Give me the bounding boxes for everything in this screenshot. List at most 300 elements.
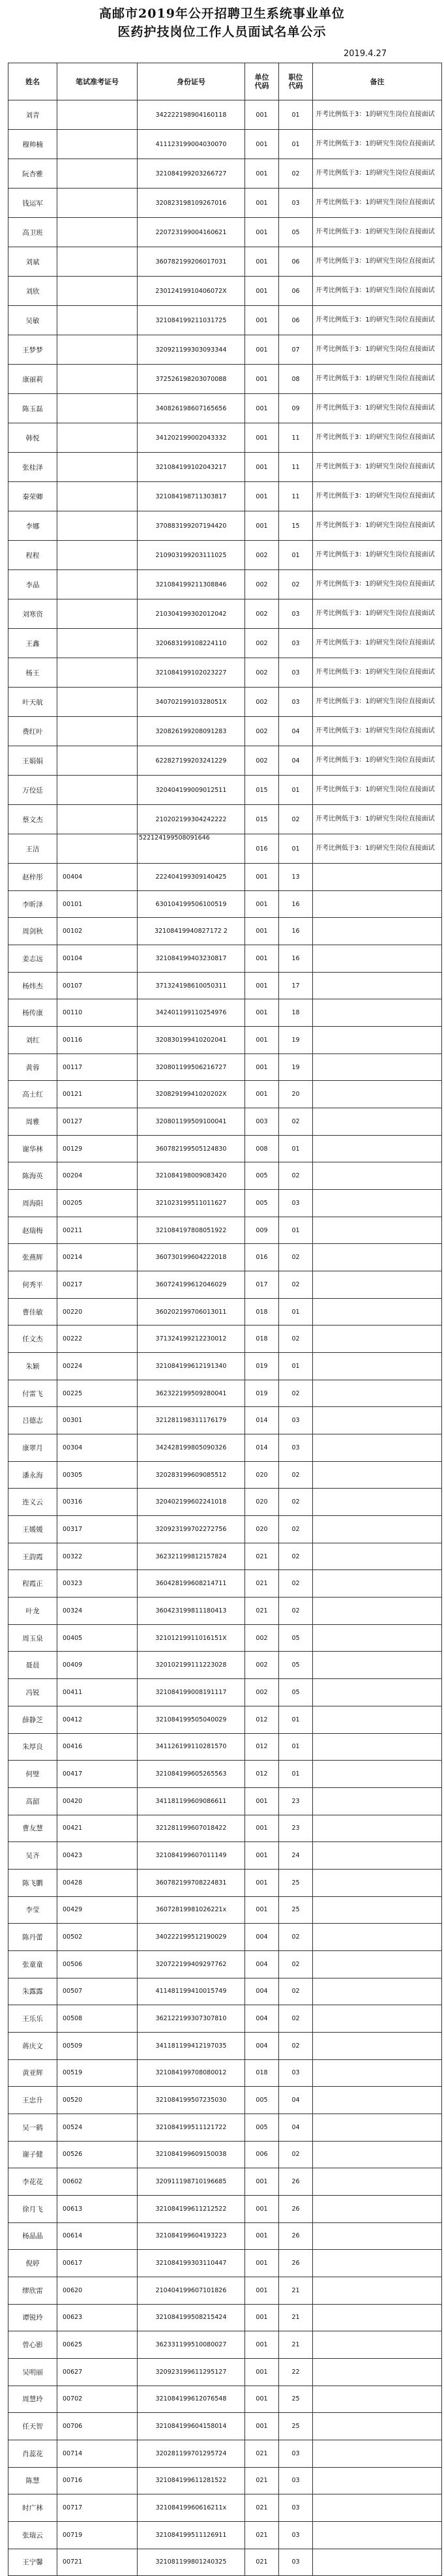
cell-pos-code: 21: [279, 2277, 313, 2304]
cell-name: 付雷飞: [8, 1380, 57, 1407]
cell-exam-no: 00717: [57, 2494, 138, 2522]
cell-id-no: 210304199302012042: [138, 599, 245, 629]
cell-name: 杨传康: [8, 999, 57, 1027]
cell-id-no: 321084197808051922: [138, 1217, 245, 1244]
cell-unit-code: 001: [245, 189, 279, 218]
cell-id-no: 23012419910406072X: [138, 277, 245, 306]
cell-exam-no: 00217: [57, 1271, 138, 1299]
table-row: [8, 423, 442, 453]
cell-pos-code: 03: [279, 2494, 313, 2522]
cell-name: 杨炜杰: [8, 972, 57, 999]
table-row: [8, 658, 442, 688]
cell-pos-code: 17: [279, 972, 313, 999]
cell-pos-code: 11: [279, 453, 313, 482]
col-header-exam-no: 笔试准考证号: [57, 63, 138, 100]
cell-note: [313, 918, 442, 945]
cell-pos-code: 04: [279, 717, 313, 746]
cell-exam-no: 00620: [57, 2277, 138, 2304]
cell-unit-code: 019: [245, 1353, 279, 1380]
cell-exam-no: 00617: [57, 2250, 138, 2277]
table-row: [8, 2494, 442, 2522]
cell-name: 李娜: [8, 511, 57, 541]
cell-pos-code: 02: [279, 1162, 313, 1190]
cell-note: [313, 2059, 442, 2087]
cell-name: 时广林: [8, 2494, 57, 2522]
table-row: [8, 100, 442, 130]
cell-name: 李晶: [8, 570, 57, 599]
cell-unit-code: 014: [245, 1434, 279, 1462]
table-row: [8, 834, 442, 864]
cell-exam-no: 00301: [57, 1407, 138, 1434]
cell-pos-code: 02: [279, 1461, 313, 1489]
cell-unit-code: 002: [245, 688, 279, 717]
cell-exam-no: [57, 394, 138, 423]
cell-id-no: 210202199304242222: [138, 805, 245, 834]
cell-unit-code: 004: [245, 2032, 279, 2059]
cell-note: 开考比例低于3：1的研究生岗位直接面试: [313, 629, 442, 658]
cell-note: [313, 2114, 442, 2141]
cell-exam-no: 00129: [57, 1135, 138, 1162]
cell-note: 开考比例低于3：1的研究生岗位直接面试: [313, 776, 442, 805]
cell-exam-no: [57, 746, 138, 776]
cell-note: [313, 1298, 442, 1326]
cell-id-no: 32108419960616211x: [138, 2494, 245, 2522]
cell-unit-code: 003: [245, 1108, 279, 1136]
cell-note: 开考比例低于3：1的研究生岗位直接面试: [313, 599, 442, 629]
cell-unit-code: 005: [245, 1190, 279, 1217]
cell-id-no: 321084199507235030: [138, 2087, 245, 2114]
cell-unit-code: 001: [245, 159, 279, 189]
table-row: [8, 2386, 442, 2413]
cell-note: 开考比例低于3：1的研究生岗位直接面试: [313, 277, 442, 306]
table-row: [8, 1869, 442, 1896]
table-row: [8, 890, 442, 918]
cell-note: [313, 1570, 442, 1598]
table-row: [8, 482, 442, 511]
cell-pos-code: 02: [279, 570, 313, 599]
table-row: [8, 2059, 442, 2087]
cell-exam-no: 00411: [57, 1679, 138, 1706]
table-row: [8, 1461, 442, 1489]
cell-exam-no: 00423: [57, 1842, 138, 1870]
table-row: [8, 1598, 442, 1625]
cell-pos-code: 09: [279, 394, 313, 423]
cell-pos-code: 02: [279, 1489, 313, 1516]
cell-pos-code: 02: [279, 805, 313, 834]
table-row: [8, 1053, 442, 1081]
cell-pos-code: 01: [279, 1733, 313, 1761]
table-row: [8, 2141, 442, 2168]
cell-unit-code: 001: [245, 2168, 279, 2196]
table-row: [8, 805, 442, 834]
cell-unit-code: 002: [245, 570, 279, 599]
cell-name: 任天智: [8, 2413, 57, 2440]
cell-name: 刘斌: [8, 247, 57, 277]
table-row: [8, 1896, 442, 1924]
col-header-id-no: 身份证号: [138, 63, 245, 100]
cell-unit-code: 001: [245, 130, 279, 159]
cell-unit-code: 008: [245, 1135, 279, 1162]
cell-exam-no: [57, 541, 138, 570]
cell-id-no: 32101219911016151X: [138, 1624, 245, 1652]
cell-name: 周海阳: [8, 1190, 57, 1217]
cell-name: 刘欣: [8, 277, 57, 306]
cell-unit-code: 021: [245, 1598, 279, 1625]
cell-exam-no: [57, 629, 138, 658]
table-row: [8, 1978, 442, 2005]
cell-pos-code: 22: [279, 2358, 313, 2386]
cell-name: 吴敏: [8, 306, 57, 335]
cell-unit-code: 001: [245, 2331, 279, 2359]
cell-unit-code: 016: [245, 1244, 279, 1271]
table-row: [8, 2521, 442, 2549]
table-row: [8, 1326, 442, 1353]
page-title-line2: 医药护技岗位工作人员面试名单公示: [117, 25, 327, 39]
cell-name: 聂晨: [8, 1652, 57, 1679]
table-row: [8, 2331, 442, 2359]
cell-note: [313, 2386, 442, 2413]
cell-note: [313, 1190, 442, 1217]
cell-unit-code: 021: [245, 2467, 279, 2494]
table-row: [8, 2005, 442, 2033]
cell-name: 张燕辉: [8, 1244, 57, 1271]
cell-unit-code: 006: [245, 2141, 279, 2168]
cell-unit-code: 001: [245, 2250, 279, 2277]
cell-name: 吴明丽: [8, 2358, 57, 2386]
cell-name: 李莹: [8, 1896, 57, 1924]
cell-note: [313, 864, 442, 891]
table-row: [8, 2304, 442, 2331]
cell-id-no: 341202199002043332: [138, 423, 245, 453]
cell-name: 韩悦: [8, 423, 57, 453]
cell-id-no: 210903199203111025: [138, 541, 245, 570]
cell-note: 开考比例低于3：1的研究生岗位直接面试: [313, 746, 442, 776]
cell-exam-no: 00222: [57, 1326, 138, 1353]
cell-name: 倪婷: [8, 2250, 57, 2277]
cell-note: [313, 2331, 442, 2359]
cell-exam-no: 00520: [57, 2087, 138, 2114]
cell-pos-code: 25: [279, 2386, 313, 2413]
cell-name: 王鑫: [8, 629, 57, 658]
cell-id-no: 321084199604158014: [138, 2413, 245, 2440]
cell-exam-no: 00421: [57, 1815, 138, 1842]
cell-note: [313, 1624, 442, 1652]
cell-unit-code: 005: [245, 2087, 279, 2114]
cell-id-no: 321084199612191340: [138, 1353, 245, 1380]
cell-unit-code: 001: [245, 1896, 279, 1924]
cell-name: 朱颖: [8, 1353, 57, 1380]
cell-name: 王韵霞: [8, 1543, 57, 1570]
cell-name: 康翠月: [8, 1434, 57, 1462]
cell-unit-code: 012: [245, 1733, 279, 1761]
cell-id-no: 34070219910328051X: [138, 688, 245, 717]
cell-note: 开考比例低于3：1的研究生岗位直接面试: [313, 394, 442, 423]
cell-exam-no: 00412: [57, 1706, 138, 1733]
cell-note: [313, 1598, 442, 1625]
cell-name: 康丽莉: [8, 365, 57, 394]
cell-pos-code: 01: [279, 1217, 313, 1244]
table-row: [8, 1108, 442, 1136]
cell-id-no: 320722199409297762: [138, 1950, 245, 1978]
table-row: [8, 189, 442, 218]
table-row: [8, 2413, 442, 2440]
cell-name: 王宁馨: [8, 2549, 57, 2576]
cell-name: 何璧: [8, 1761, 57, 1788]
cell-unit-code: 004: [245, 1924, 279, 1951]
cell-unit-code: 001: [245, 999, 279, 1027]
cell-name: 李昕泽: [8, 890, 57, 918]
cell-note: [313, 1733, 442, 1761]
cell-pos-code: 03: [279, 2059, 313, 2087]
cell-name: 万佼廷: [8, 776, 57, 805]
cell-unit-code: 015: [245, 776, 279, 805]
cell-note: 开考比例低于3：1的研究生岗位直接面试: [313, 805, 442, 834]
cell-unit-code: 001: [245, 100, 279, 130]
cell-id-no: 522124199508091646: [138, 834, 245, 864]
cell-pos-code: 03: [279, 658, 313, 688]
cell-pos-code: 11: [279, 423, 313, 453]
cell-exam-no: 00614: [57, 2222, 138, 2250]
table-row: [8, 1353, 442, 1380]
cell-unit-code: 002: [245, 746, 279, 776]
cell-name: 王乐乐: [8, 2005, 57, 2033]
cell-pos-code: 02: [279, 1380, 313, 1407]
cell-pos-code: 02: [279, 1326, 313, 1353]
cell-exam-no: 00428: [57, 1869, 138, 1896]
cell-unit-code: 002: [245, 1624, 279, 1652]
cell-unit-code: 002: [245, 717, 279, 746]
cell-name: 陈玉磊: [8, 394, 57, 423]
cell-unit-code: 016: [245, 834, 279, 864]
cell-exam-no: 00405: [57, 1624, 138, 1652]
cell-unit-code: 012: [245, 1706, 279, 1733]
cell-name: 穆帅楠: [8, 130, 57, 159]
cell-unit-code: 001: [245, 918, 279, 945]
cell-note: 开考比例低于3：1的研究生岗位直接面试: [313, 247, 442, 277]
cell-name: 赵瑞梅: [8, 1217, 57, 1244]
cell-unit-code: 001: [245, 1815, 279, 1842]
cell-note: [313, 1978, 442, 2005]
cell-exam-no: [57, 511, 138, 541]
cell-pos-code: 26: [279, 2250, 313, 2277]
cell-unit-code: 001: [245, 1053, 279, 1081]
cell-id-no: 320830199410202041: [138, 1027, 245, 1054]
cell-pos-code: 02: [279, 1598, 313, 1625]
cell-note: [313, 1407, 442, 1434]
cell-pos-code: 19: [279, 1053, 313, 1081]
col-header-unit-code-line2: 代码: [254, 82, 269, 90]
cell-exam-no: [57, 218, 138, 247]
cell-pos-code: 25: [279, 2413, 313, 2440]
cell-pos-code: 01: [279, 1706, 313, 1733]
cell-id-no: 360782199505124830: [138, 1135, 245, 1162]
cell-name: 曹友慧: [8, 1815, 57, 1842]
cell-note: [313, 1543, 442, 1570]
table-row: [8, 2168, 442, 2196]
cell-exam-no: 00116: [57, 1027, 138, 1054]
cell-exam-no: 00204: [57, 1162, 138, 1190]
table-row: [8, 1543, 442, 1570]
cell-exam-no: [57, 306, 138, 335]
cell-exam-no: 00101: [57, 890, 138, 918]
cell-id-no: 362322199509280041: [138, 1380, 245, 1407]
cell-unit-code: 004: [245, 1978, 279, 2005]
cell-id-no: 362122199307307810: [138, 2005, 245, 2033]
cell-unit-code: 009: [245, 1217, 279, 1244]
cell-unit-code: 001: [245, 453, 279, 482]
cell-exam-no: [57, 247, 138, 277]
cell-name: 叶天航: [8, 688, 57, 717]
cell-name: 蒋庆文: [8, 2032, 57, 2059]
cell-exam-no: 00110: [57, 999, 138, 1027]
table-row: [8, 1924, 442, 1951]
cell-note: [313, 2467, 442, 2494]
publish-date: 2019.4.27: [344, 49, 387, 59]
cell-exam-no: 00205: [57, 1190, 138, 1217]
cell-unit-code: 001: [245, 2386, 279, 2413]
cell-exam-no: 00324: [57, 1598, 138, 1625]
cell-note: [313, 1924, 442, 1951]
cell-id-no: 411123199004030070: [138, 130, 245, 159]
cell-note: 开考比例低于3：1的研究生岗位直接面试: [313, 423, 442, 453]
cell-pos-code: 01: [279, 1298, 313, 1326]
cell-exam-no: [57, 658, 138, 688]
cell-id-no: 321084198711303817: [138, 482, 245, 511]
cell-id-no: 321023199511011627: [138, 1190, 245, 1217]
cell-name: 周玉泉: [8, 1624, 57, 1652]
cell-pos-code: 05: [279, 1624, 313, 1652]
cell-exam-no: 00602: [57, 2168, 138, 2196]
cell-note: [313, 1353, 442, 1380]
cell-note: 开考比例低于3：1的研究生岗位直接面试: [313, 834, 442, 864]
cell-name: 高士红: [8, 1081, 57, 1108]
cell-note: [313, 1162, 442, 1190]
cell-id-no: 321084199008191117: [138, 1679, 245, 1706]
col-header-name: 姓名: [8, 63, 57, 100]
cell-unit-code: 021: [245, 1570, 279, 1598]
cell-id-no: 362321199812157824: [138, 1543, 245, 1570]
cell-id-no: 320801199506216727: [138, 1053, 245, 1081]
cell-unit-code: 002: [245, 629, 279, 658]
cell-pos-code: 25: [279, 1896, 313, 1924]
cell-unit-code: 001: [245, 306, 279, 335]
table-row: [8, 1570, 442, 1598]
cell-pos-code: 13: [279, 864, 313, 891]
cell-unit-code: 001: [245, 2358, 279, 2386]
cell-pos-code: 01: [279, 776, 313, 805]
cell-pos-code: 01: [279, 100, 313, 130]
table-row: [8, 570, 442, 599]
cell-unit-code: 018: [245, 2059, 279, 2087]
cell-exam-no: 00322: [57, 1543, 138, 1570]
cell-note: [313, 2358, 442, 2386]
cell-exam-no: 00323: [57, 1570, 138, 1598]
cell-unit-code: 017: [245, 1271, 279, 1299]
cell-note: [313, 1244, 442, 1271]
cell-pos-code: 06: [279, 247, 313, 277]
table-row: [8, 541, 442, 570]
cell-pos-code: 02: [279, 2005, 313, 2033]
col-header-unit-code-line1: 单位: [254, 73, 269, 82]
cell-note: [313, 2141, 442, 2168]
cell-id-no: 321084199211031725: [138, 306, 245, 335]
table-row: [8, 717, 442, 746]
cell-name: 杨晶晶: [8, 2222, 57, 2250]
table-row: [8, 306, 442, 335]
cell-note: [313, 2032, 442, 2059]
cell-id-no: 360202199706013011: [138, 1298, 245, 1326]
cell-id-no: 321281198311176179: [138, 1407, 245, 1434]
cell-note: 开考比例低于3：1的研究生岗位直接面试: [313, 717, 442, 746]
cell-note: [313, 1842, 442, 1870]
cell-id-no: 320281199701295724: [138, 2440, 245, 2467]
col-header-note: 备注: [313, 63, 442, 100]
cell-note: [313, 2087, 442, 2114]
cell-id-no: 321084199102043217: [138, 453, 245, 482]
cell-note: [313, 2413, 442, 2440]
cell-id-no: 36072819981026221x: [138, 1896, 245, 1924]
cell-id-no: 342222198904160118: [138, 100, 245, 130]
cell-id-no: 321084199611212522: [138, 2195, 245, 2222]
cell-name: 程程: [8, 541, 57, 570]
cell-name: 曹佳敏: [8, 1298, 57, 1326]
cell-unit-code: 005: [245, 1162, 279, 1190]
table-row: [8, 972, 442, 999]
cell-unit-code: 001: [245, 365, 279, 394]
cell-name: 吕德志: [8, 1407, 57, 1434]
cell-unit-code: 001: [245, 511, 279, 541]
cell-name: 谢华林: [8, 1135, 57, 1162]
cell-note: [313, 890, 442, 918]
cell-pos-code: 26: [279, 2168, 313, 2196]
cell-id-no: 341126199110281570: [138, 1733, 245, 1761]
cell-exam-no: [57, 130, 138, 159]
cell-pos-code: 05: [279, 1652, 313, 1679]
cell-note: 开考比例低于3：1的研究生岗位直接面试: [313, 511, 442, 541]
cell-unit-code: 020: [245, 1516, 279, 1543]
cell-name: 王娟娟: [8, 746, 57, 776]
cell-pos-code: 03: [279, 688, 313, 717]
cell-name: 费红叶: [8, 717, 57, 746]
cell-pos-code: 21: [279, 2331, 313, 2359]
cell-name: 吴齐: [8, 1842, 57, 1870]
cell-pos-code: 03: [279, 1190, 313, 1217]
cell-exam-no: [57, 100, 138, 130]
table-row: [8, 599, 442, 629]
cell-note: [313, 2494, 442, 2522]
cell-pos-code: 03: [279, 189, 313, 218]
cell-pos-code: 03: [279, 629, 313, 658]
cell-unit-code: 001: [245, 1787, 279, 1815]
cell-unit-code: 001: [245, 218, 279, 247]
cell-name: 缪欣雷: [8, 2277, 57, 2304]
table-row: [8, 1787, 442, 1815]
cell-name: 刘青: [8, 100, 57, 130]
cell-exam-no: [57, 717, 138, 746]
cell-pos-code: 26: [279, 2195, 313, 2222]
cell-note: [313, 1706, 442, 1733]
cell-exam-no: [57, 335, 138, 365]
cell-name: 潘永海: [8, 1461, 57, 1489]
cell-name: 徐月飞: [8, 2195, 57, 2222]
table-row: [8, 1434, 442, 1462]
cell-pos-code: 06: [279, 306, 313, 335]
table-row: [8, 918, 442, 945]
cell-exam-no: [57, 599, 138, 629]
table-row: [8, 688, 442, 717]
cell-id-no: 321084199609150038: [138, 2141, 245, 2168]
cell-note: [313, 2440, 442, 2467]
